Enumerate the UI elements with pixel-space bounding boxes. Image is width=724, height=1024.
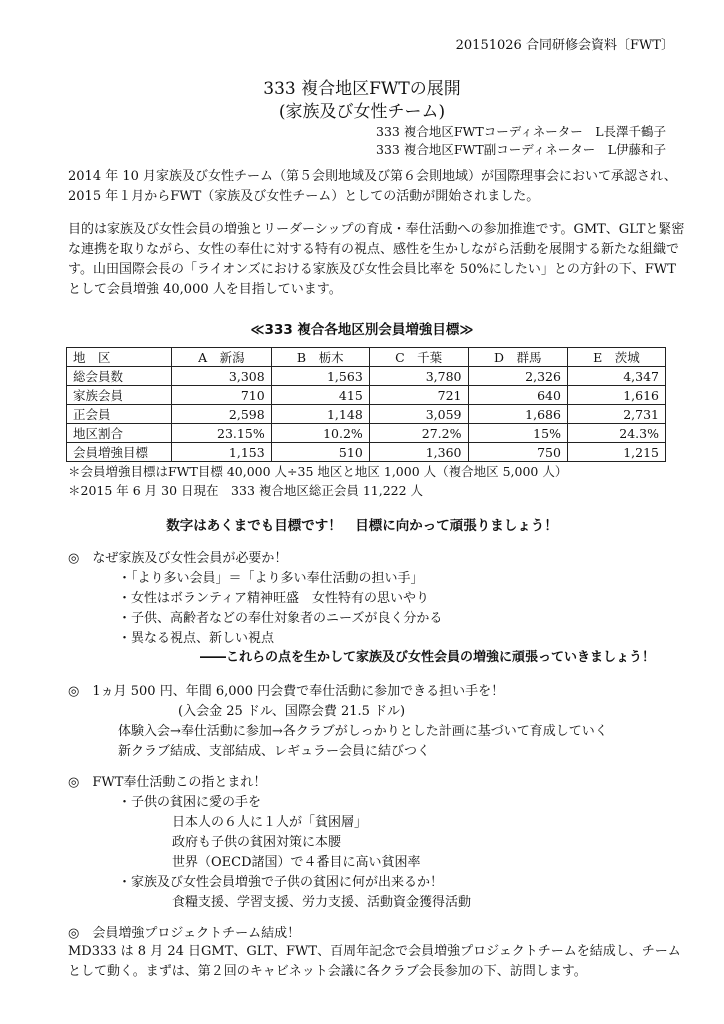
table-cell: 地区割合: [67, 424, 172, 443]
table-cell: 710: [172, 386, 272, 405]
table-cell: 正会員: [67, 405, 172, 424]
table-note-1: ＊会員増強目標はFWT目標 40,000 人÷35 地区と地区 1,000 人（複合地区 5,000 人）: [68, 464, 568, 479]
table-cell: 750: [468, 443, 567, 462]
table-cell: 3,780: [369, 367, 468, 386]
section3-detail: 食糧支援、学習支援、労力支援、活動資金獲得活動: [172, 895, 472, 910]
document-title: 333 複合地区FWTの展開: [263, 79, 461, 99]
table-header-cell: A 新潟: [172, 348, 272, 367]
section3-item: ・子供の貧困に愛の手を: [118, 795, 262, 810]
table-row: [67, 443, 666, 462]
table-title: ≪333 複合各地区別会員増強目標≫: [250, 322, 474, 338]
intro-paragraph-1: 2014 年 10 月家族及び女性チーム（第５会則地域及び第６会則地域）が国際理事会において承認され、2015 年１月からFWT（家族及び女性チーム）としての活動が開始されました。: [68, 169, 677, 204]
section3-detail: 日本人の６人に１人が「貧困層」: [172, 815, 368, 830]
table-cell: 会員増強目標: [67, 443, 172, 462]
table-cell: 1,215: [567, 443, 665, 462]
table-cell: 27.2%: [369, 424, 468, 443]
table-cell: 総会員数: [67, 367, 172, 386]
table-row: [67, 424, 666, 443]
section2-line: 新クラブ結成、支部結成、レギュラー会員に結びつく: [118, 744, 431, 759]
table-cell: 1,563: [271, 367, 369, 386]
table-cell: 2,326: [468, 367, 567, 386]
table-cell: 640: [468, 386, 567, 405]
table-row: [67, 386, 666, 405]
vice-coordinator-line: 333 複合地区FWT副コーディネーター L伊藤和子: [376, 142, 666, 157]
table-header-row: [67, 348, 666, 367]
table-header-cell: B 栃木: [271, 348, 369, 367]
section1-item: ・子供、高齢者などの奉仕対象者のニーズが良く分かる: [118, 611, 443, 626]
table-row: [67, 367, 666, 386]
section1-item: ・「より多い会員」＝「より多い奉仕活動の担い手」: [118, 571, 424, 586]
table-header-cell: 地 区: [67, 348, 172, 367]
table-cell: 2,731: [567, 405, 665, 424]
document-reference: 20151026 合同研修会資料〔FWT〕: [455, 38, 674, 53]
table-header-cell: D 群馬: [468, 348, 567, 367]
section2-subnote: (入会金 25 ドル、国際会費 21.5 ドル): [178, 704, 406, 719]
table-cell: 721: [369, 386, 468, 405]
section2-heading: ◎ 1ヵ月 500 円、年間 6,000 円会費で奉仕活動に参加できる担い手を！: [68, 684, 505, 699]
table-cell: 2,598: [172, 405, 272, 424]
table-cell: 1,686: [468, 405, 567, 424]
table-cell: 3,308: [172, 367, 272, 386]
membership-goal-table: [66, 347, 666, 462]
table-cell: 10.2%: [271, 424, 369, 443]
section3-item: ・家族及び女性会員増強で子供の貧困に何が出来るか！: [118, 875, 444, 890]
table-cell: 24.3%: [567, 424, 665, 443]
section1-item: ・異なる視点、新しい視点: [118, 631, 275, 646]
table-cell: 510: [271, 443, 369, 462]
section3-heading: ◎ FWT奉仕活動この指とまれ！: [68, 775, 267, 790]
coordinator-line: 333 複合地区FWTコーディネーター L長澤千鶴子: [376, 124, 666, 139]
table-cell: 415: [271, 386, 369, 405]
section3-detail: 政府も子供の貧困対策に本腰: [172, 835, 342, 850]
table-cell: 家族会員: [67, 386, 172, 405]
section4-heading: ◎ 会員増強プロジェクトチーム結成！: [68, 926, 301, 941]
table-cell: 1,360: [369, 443, 468, 462]
table-header-cell: C 千葉: [369, 348, 468, 367]
section1-item: ・女性はボランティア精神旺盛 女性特有の思いやり: [118, 591, 429, 606]
table-cell: 1,616: [567, 386, 665, 405]
section3-detail: 世界（OECD諸国）で４番目に高い貧困率: [172, 855, 421, 870]
table-cell: 15%: [468, 424, 567, 443]
section4-text: MD333 は 8 月 24 日GMT、GLT、FWT、百周年記念で会員増強プロジェクトチームを結成し、チームとして動く。まずは、第２回のキャビネット会議に各クラブ会長参加の下、訪問します。: [68, 944, 681, 979]
table-cell: 3,059: [369, 405, 468, 424]
slogan: 数字はあくまでも目標です！ 目標に向かって頑張りましょう！: [166, 518, 558, 534]
table-row: [67, 405, 666, 424]
table-cell: 4,347: [567, 367, 665, 386]
section2-line: 体験入会→奉仕活動に参加→各クラブがしっかりとした計画に基づいて育成していく: [118, 724, 608, 739]
document-subtitle: (家族及び女性チーム): [278, 102, 446, 122]
intro-paragraph-2: 目的は家族及び女性会員の増強とリーダーシップの育成・奉仕活動への参加推進です。GMT、GLTと緊密な連携を取りながら、女性の奉仕に対する特有の視点、感性を生かしながら活動を展開する新たな組織です。山田国際会長の「ライオンズにおける家族及び女性会員比率を 50%にしたい」との方針の下、FWTとして会員増強 40,000 人を目指しています。: [68, 222, 685, 297]
section1-heading: ◎ なぜ家族及び女性会員が必要か！: [68, 551, 288, 566]
table-note-2: ＊2015 年 6 月 30 日現在 333 複合地区総正会員 11,222 人: [68, 483, 424, 498]
table-cell: 23.15%: [172, 424, 272, 443]
table-cell: 1,148: [271, 405, 369, 424]
section1-conclusion: ――これらの点を生かして家族及び女性会員の増強に頑張っていきましょう！: [200, 650, 656, 665]
table-cell: 1,153: [172, 443, 272, 462]
table-header-cell: E 茨城: [567, 348, 665, 367]
